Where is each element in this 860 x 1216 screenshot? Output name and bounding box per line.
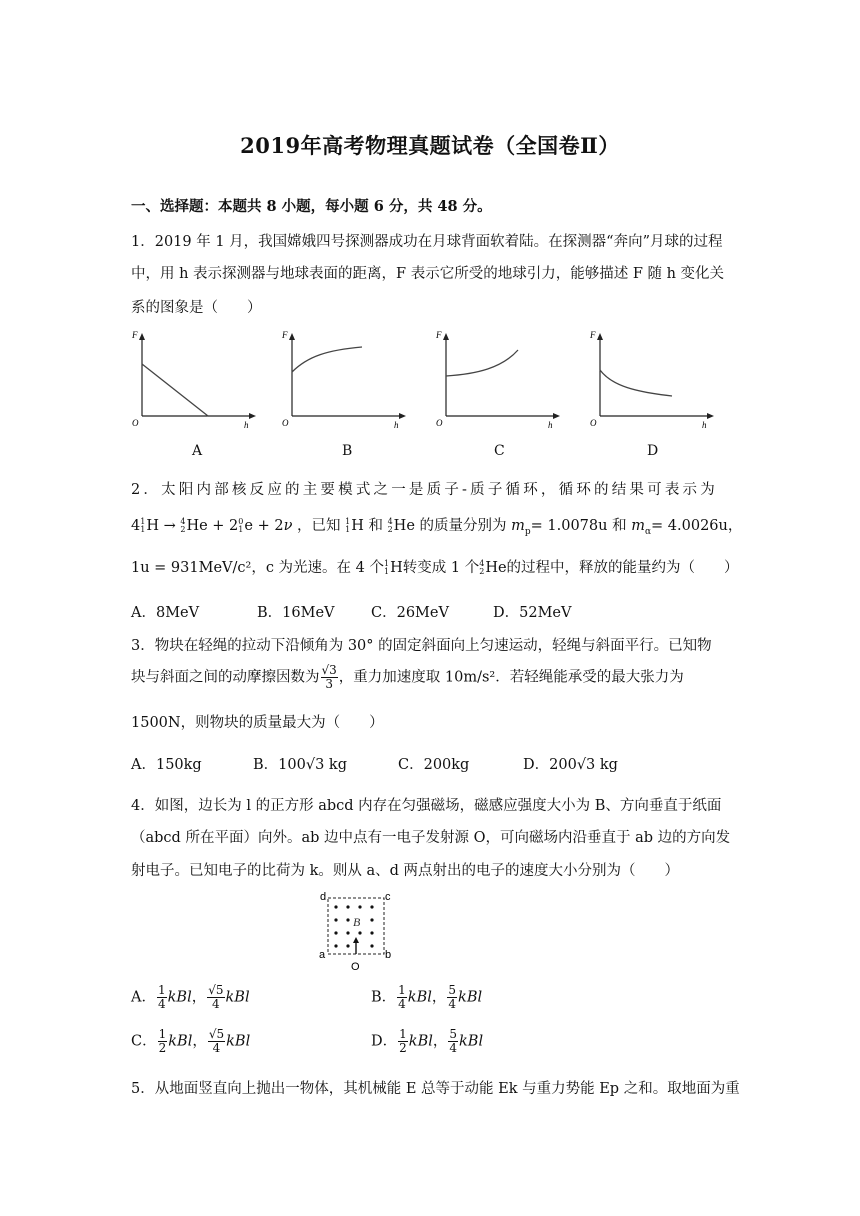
q2-line1: 2．太阳内部核反应的主要模式之一是质子-质子循环，循环的结果可表示为 [131,482,718,498]
q3-option-a: A．150kg [131,757,202,773]
q2-line3b: c 为光速。在 4 个 [265,560,385,576]
q2-option-b: B．16MeV [257,605,335,621]
graph-c-origin: O [436,418,443,428]
corner-b: b [385,949,392,961]
q2-mp: = 1.0078u [530,518,608,534]
graph-c-axis-x: h [548,420,553,430]
graph-d-curve [600,370,672,396]
graph-a-svg [128,330,258,430]
graph-c-axis-y: F [436,330,442,340]
q3-line2a: 块与斜面之间的动摩擦因数为 [131,669,320,686]
graph-c-svg [432,330,562,430]
graph-c-curve [446,350,518,376]
q2-and: 和 [368,518,383,534]
q4-line1: 4．如图，边长为 l 的正方形 abcd 内存在匀强磁场，磁感应强度大小为 B、方向垂直于纸面 [131,798,722,814]
q2-line3d: 的过程中，释放的能量约为（ ） [506,560,739,576]
q4-line2: （abcd 所在平面）向外。ab 边中点有一电子发射源 O，可向磁场内沿垂直于 ab 边的方向发 [131,830,731,846]
graph-a-curve [142,364,208,416]
q4-option-a: A． $\frac{1}{4}$ kBl， $\frac{√5}{4}$ kBl [131,983,250,1011]
q2-known: ，已知 [297,518,341,534]
graph-d-label: D [647,443,659,459]
graph-b-axis-x: h [394,420,399,430]
q2-option-c: C．26MeV [371,605,449,621]
source-o: O [351,961,360,973]
graph-d-axis-x-origin: O [590,418,597,428]
q4-line3: 射电子。已知电子的比荷为 k。则从 a、d 两点射出的电子的速度大小分别为（ ） [131,863,680,879]
graph-c [432,330,562,434]
graph-d-axis-x: h [702,420,707,430]
q3-line1: 3．物块在轻绳的拉动下沿倾角为 30° 的固定斜面向上匀速运动，轻绳与斜面平行。已知物 [131,638,712,654]
field-diagram-svg [312,890,402,976]
q2-option-d: D．52MeV [493,605,572,621]
q2-and2: 和 [612,518,627,534]
q4-option-d: D． $\frac{1}{2}$ kBl， $\frac{5}{4}$ kBl [371,1027,484,1055]
field-diagram [312,890,402,980]
q4-option-c: C． $\frac{1}{2}$ kBl， $\frac{√5}{4}$ kBl [131,1027,251,1055]
q2-line3a: 1u = 931MeV/c²， [131,560,266,576]
q3-line3: 1500N，则物块的质量最大为（ ） [131,715,384,731]
graph-a-axis-y: F [132,330,138,340]
q1-line1: 1．2019 年 1 月，我国嫦娥四号探测器成功在月球背面软着陆。在探测器“奔向”月球的过程 [131,234,723,250]
corner-c: c [385,891,391,903]
graph-a-origin: O [132,418,139,428]
q3-option-c: C．200kg [398,757,470,773]
graph-b [278,330,408,434]
q2-equation-line: 4 1 1 H → 4 2 He + 2 0 1 e + 2ν ，已知 1 1 H 和 4 2 He 的质量分别为 $m_p= 1.0078u$ 和 $m_\alpha= 4.0026u$， [131,517,743,537]
graph-d [586,330,716,434]
q3-line2b: ，重力加速度取 10m/s²．若轻绳能承受的最大张力为 [338,669,684,686]
q1-line3: 系的图象是（ ） [131,300,262,316]
corner-d: d [320,891,327,903]
q3-option-d: D．200√3 kg [523,757,618,773]
graph-b-svg [278,330,408,430]
q4-option-b: B． $\frac{1}{4}$ kBl， $\frac{5}{4}$ kBl [371,983,483,1011]
graph-d-svg [586,330,716,430]
page-title: 2019年高考物理真题试卷（全国卷Ⅱ） [240,133,620,158]
graph-c-label: C [494,443,505,459]
graph-b-axis-y: F [282,330,288,340]
q2-reaction: 4 1 1 H → 4 2 He + 2 0 1 e + 2ν [131,517,293,534]
q2-option-a: A．8MeV [131,605,200,621]
q2-line3c: 转变成 1 个 [402,560,480,576]
graph-b-curve [292,347,362,372]
graph-a-label: A [192,443,203,459]
graph-d-axis-y: F [590,330,596,340]
graph-b-label: B [342,443,353,459]
q2-line3: 1u = 931MeV/c²，c 为光速。在 4 个 1 1 H转变成 1 个 4 2 He的过程中，释放的能量约为（ ） [131,559,739,576]
graph-a [128,330,258,434]
q3-option-b: B．100√3 kg [253,757,347,773]
q3-mu-fraction: $\frac{√3}{3}$ [321,663,337,691]
graph-b-origin: O [282,418,289,428]
q1-line2: 中，用 h 表示探测器与地球表面的距离，F 表示它所受的地球引力，能够描述 F 随 h 变化关 [131,266,725,282]
q2-ma: = 4.0026u [651,518,728,534]
q5-line1: 5．从地面竖直向上抛出一物体，其机械能 E 总等于动能 Ek 与重力势能 Ep 之和。取地面为重 [131,1081,740,1097]
section-heading: 一、选择题：本题共 8 小题，每小题 6 分，共 48 分。 [131,198,492,215]
q2-mass-text: 的质量分别为 [419,518,507,534]
corner-a: a [319,949,326,961]
q3-line2 [131,664,684,691]
graph-a-axis-x: h [244,420,249,430]
field-label: B [353,915,361,929]
